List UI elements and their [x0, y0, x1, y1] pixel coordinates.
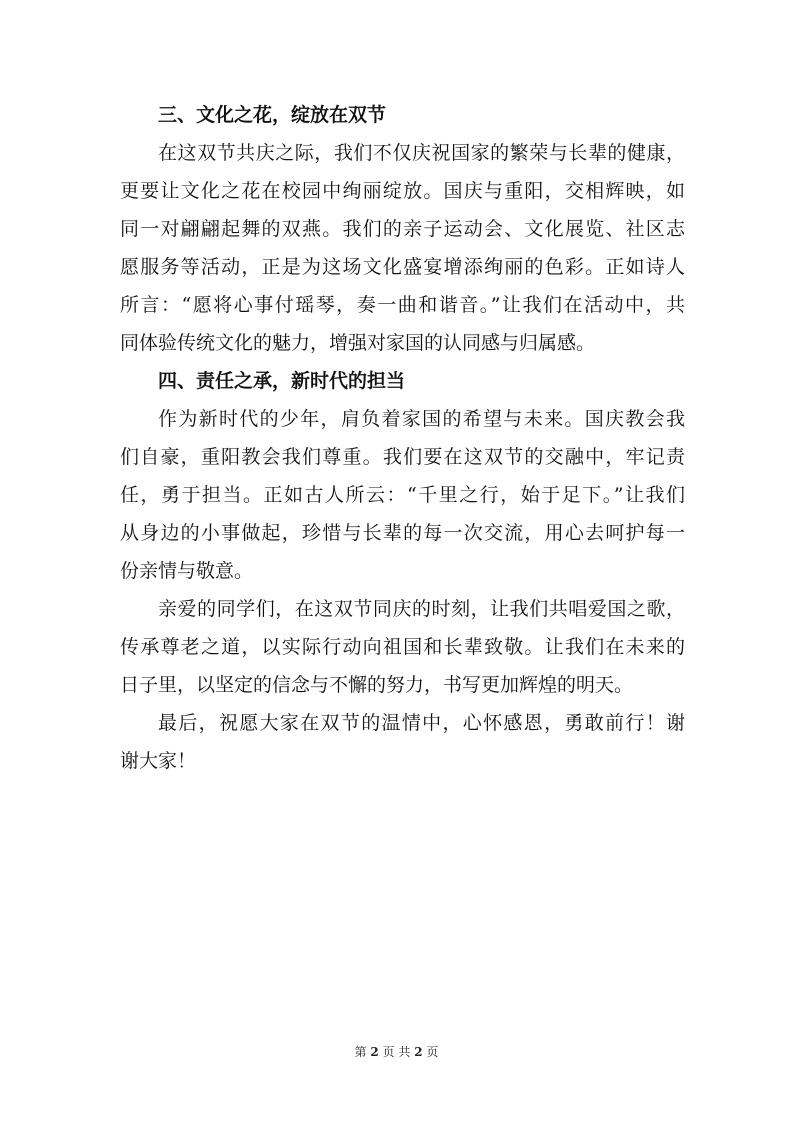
paragraph-line: 最后，祝愿大家在双节的温情中，心怀感恩，勇敢前行！谢: [158, 712, 685, 734]
paragraph-line: 任，勇于担当。正如古人所云：“千里之行，始于足下。”让我们: [120, 484, 685, 506]
document-body: [120, 96, 685, 780]
paragraph-line: 日子里，以坚定的信念与不懈的努力，书写更加辉煌的明天。: [120, 674, 634, 696]
paragraph-line: 在这双节共庆之际，我们不仅庆祝国家的繁荣与长辈的健康，: [158, 142, 685, 164]
paragraph-line: 同一对翩翩起舞的双燕。我们的亲子运动会、文化展览、社区志: [120, 218, 685, 240]
paragraph-line: 传承尊老之道，以实际行动向祖国和长辈致敬。让我们在未来的: [120, 636, 685, 658]
paragraph-line: 从身边的小事做起，珍惜与长辈的每一次交流，用心去呵护每一: [120, 522, 685, 544]
paragraph: [120, 590, 685, 704]
paragraph-line: 作为新时代的少年，肩负着家国的希望与未来。国庆教会我: [158, 408, 685, 430]
paragraph-line: 愿服务等活动，正是为这场文化盛宴增添绚丽的色彩。正如诗人: [120, 256, 685, 278]
paragraph-line: 谢大家！: [120, 750, 197, 772]
footer-suffix: 页: [426, 1045, 439, 1059]
paragraph-line: 所言：“愿将心事付瑶琴，奏一曲和谐音。”让我们在活动中，共: [120, 294, 685, 316]
paragraph-line: 同体验传统文化的魅力，增强对家国的认同感与归属感。: [120, 332, 596, 354]
paragraph-line: 更要让文化之花在校园中绚丽绽放。国庆与重阳，交相辉映，如: [120, 180, 685, 202]
paragraph-line: 们自豪，重阳教会我们尊重。我们要在这双节的交融中，牢记责: [120, 446, 685, 468]
paragraph: [120, 134, 685, 362]
current-page-number: 2: [370, 1045, 379, 1059]
paragraph: [120, 704, 685, 780]
footer-prefix: 第: [354, 1045, 367, 1059]
paragraph: [120, 400, 685, 590]
total-page-number: 2: [414, 1045, 423, 1059]
paragraph-line: 份亲情与敬意。: [120, 560, 254, 582]
footer-middle: 页 共: [382, 1045, 411, 1059]
section-heading-3: 三、文化之花，绽放在双节: [158, 104, 387, 126]
paragraph-line: 亲爱的同学们，在这双节同庆的时刻，让我们共唱爱国之歌，: [158, 598, 685, 620]
section-heading-4: 四、责任之承，新时代的担当: [158, 370, 406, 392]
page-footer: [0, 1043, 793, 1060]
